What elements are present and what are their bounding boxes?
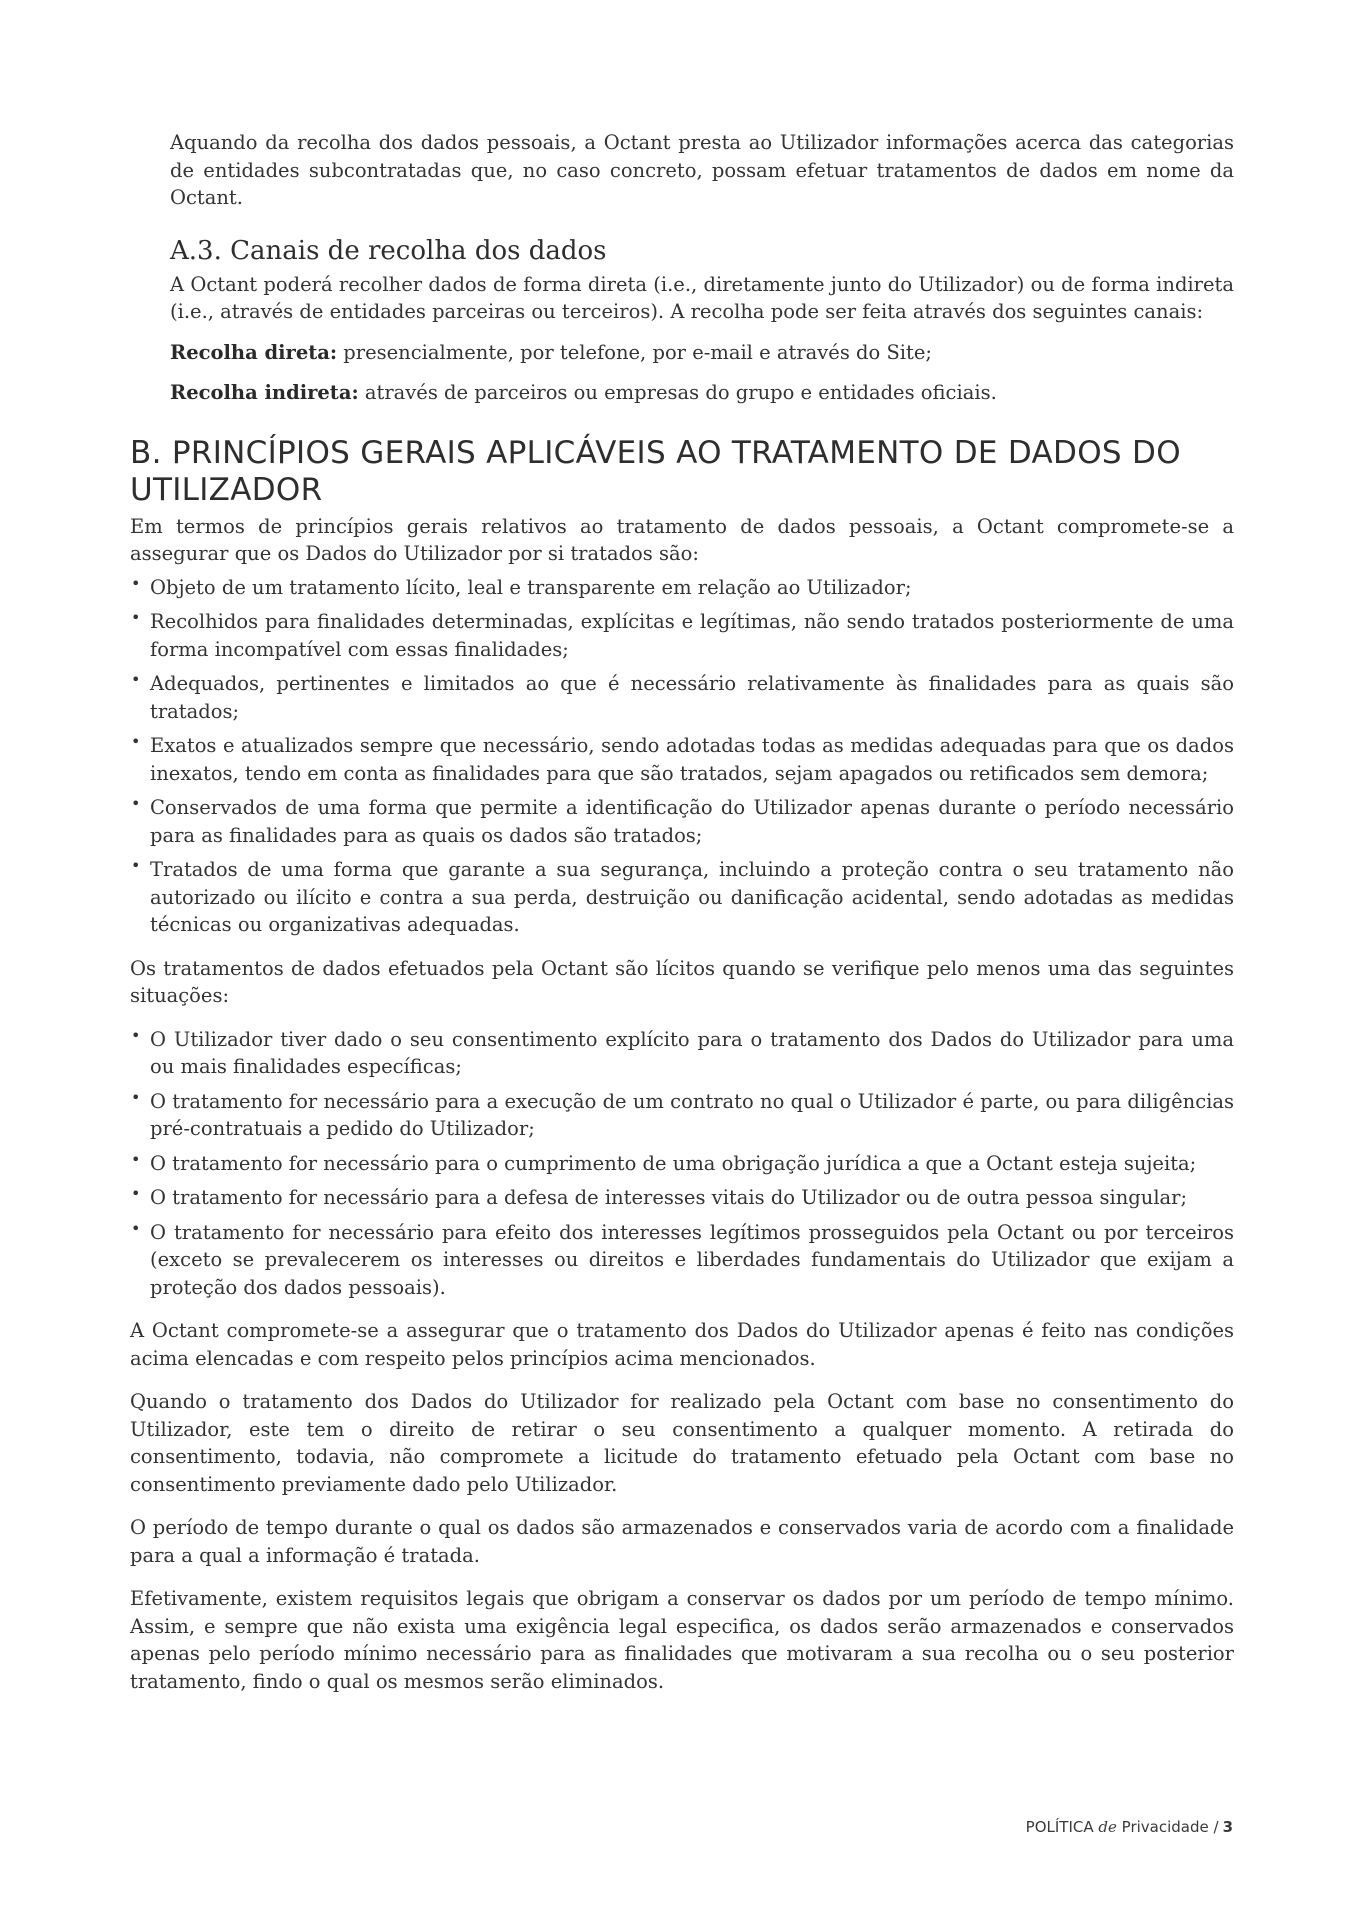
list-item	[130, 1219, 1234, 1302]
list-item	[130, 608, 1234, 663]
section-b-heading: B. PRINCÍPIOS GERAIS APLICÁVEIS AO TRATAMENTO DE DADOS DO UTILIZADOR	[130, 434, 1181, 508]
indirect-collection-label: Recolha indireta:	[170, 381, 359, 404]
bullet-icon: •	[131, 856, 141, 875]
direct-collection-text: presencialmente, por telefone, por e-mail e através do Site;	[337, 340, 932, 364]
commitment-paragraph: A Octant compromete-se a assegurar que o tratamento dos Dados do Utilizador apenas é feito nas condições acima elencadas e com respeito pelos princípios acima mencionados.	[130, 1319, 1234, 1370]
list-item-text: Conservados de uma forma que permite a identificação do Utilizador apenas durante o período necessário para as finalidades para as quais os dados são tratados;	[150, 796, 1234, 847]
lawful-intro: Os tratamentos de dados efetuados pela Octant são lícitos quando se verifique pelo menos uma das seguintes situações:	[130, 956, 1234, 1007]
indirect-collection-line	[170, 379, 1234, 407]
retention-paragraph: O período de tempo durante o qual os dados são armazenados e conservados varia de acordo com a finalidade para a qual a informação é tratada.	[130, 1516, 1234, 1567]
bullet-icon: •	[131, 1087, 141, 1107]
footer-separator: /	[1213, 1818, 1219, 1836]
list-item	[130, 670, 1234, 725]
bullet-icon: •	[131, 1025, 141, 1045]
bullet-icon: •	[131, 1149, 141, 1169]
bullet-icon: •	[131, 670, 141, 689]
intro-paragraph: Aquando da recolha dos dados pessoais, a Octant presta ao Utilizador informações acerca das categorias de entidades subcontratadas que, no caso concreto, possam efetuar tratamentos de dados em nome da Octant.	[170, 131, 1234, 209]
bullet-icon: •	[131, 573, 141, 593]
section-b-intro: Em termos de princípios gerais relativos ao tratamento de dados pessoais, a Octant compromete-se a assegurar que os Dados do Utilizador por si tratados são:	[130, 514, 1234, 565]
list-item	[130, 1184, 1234, 1212]
list-item	[130, 1150, 1234, 1178]
section-a3-heading: A.3. Canais de recolha dos dados	[170, 235, 607, 266]
indirect-collection-text: através de parceiros ou empresas do grupo e entidades oficiais.	[358, 381, 997, 404]
list-item	[130, 732, 1234, 787]
list-item	[130, 1026, 1234, 1081]
page-footer	[1026, 1818, 1233, 1836]
list-item	[130, 794, 1234, 849]
legal-requirements-paragraph: Efetivamente, existem requisitos legais que obrigam a conservar os dados por um período de tempo mínimo. Assim, e sempre que não exista uma exigência legal especifica, os dados serão armazenados e conservados apenas pelo período mínimo necessário para as finalidades que motivaram a sua recolha ou o seu posterior tratamento, findo o qual os mesmos serão eliminados.	[130, 1587, 1234, 1693]
footer-title-suffix: Privacidade	[1116, 1818, 1214, 1836]
list-item-text: O tratamento for necessário para efeito dos interesses legítimos prosseguidos pela Octant ou por terceiros (exceto se prevalecerem os interesses ou direitos e liberdades fundamentais do Utilizador que exijam a proteção dos dados pessoais).	[150, 1220, 1234, 1299]
bullet-icon: •	[131, 608, 141, 627]
page-number: 3	[1222, 1818, 1233, 1836]
page-content	[130, 129, 1234, 1695]
list-item-text: O tratamento for necessário para o cumprimento de uma obrigação jurídica a que a Octant esteja sujeita;	[150, 1151, 1197, 1175]
list-item	[130, 574, 1234, 602]
list-item	[130, 856, 1234, 939]
principles-list	[130, 574, 1234, 939]
direct-collection-line	[170, 339, 1234, 367]
bullet-icon: •	[131, 1184, 141, 1203]
section-a3-paragraph: A Octant poderá recolher dados de forma direta (i.e., diretamente junto do Utilizador) ou de forma indireta (i.e., através de entidades parceiras ou terceiros). A recolha pode ser feita através dos seguintes canais:	[170, 272, 1234, 323]
direct-collection-label: Recolha direta:	[170, 340, 338, 364]
consent-paragraph: Quando o tratamento dos Dados do Utilizador for realizado pela Octant com base no consentimento do Utilizador, este tem o direito de retirar o seu consentimento a qualquer momento. A retirada do consentimento, todavia, não compromete a licitude do tratamento efetuado pela Octant com base no consentimento previamente dado pelo Utilizador.	[130, 1390, 1234, 1496]
list-item-text: Recolhidos para finalidades determinadas, explícitas e legítimas, não sendo tratados posteriormente de uma forma incompatível com essas finalidades;	[150, 610, 1234, 661]
footer-title-prefix: POLÍTICA	[1025, 1818, 1099, 1836]
bullet-icon: •	[131, 794, 141, 813]
bullet-icon: •	[131, 1218, 141, 1238]
list-item-text: O Utilizador tiver dado o seu consentimento explícito para o tratamento dos Dados do Utilizador para uma ou mais finalidades específicas;	[150, 1027, 1234, 1078]
bullet-icon: •	[131, 732, 141, 751]
list-item-text: O tratamento for necessário para a execução de um contrato no qual o Utilizador é parte, ou para diligências pré-contratuais a pedido do Utilizador;	[150, 1089, 1234, 1140]
lawful-conditions-list	[130, 1026, 1234, 1302]
footer-title-connector: de	[1098, 1818, 1117, 1836]
list-item	[130, 1088, 1234, 1143]
list-item-text: O tratamento for necessário para a defesa de interesses vitais do Utilizador ou de outra pessoa singular;	[150, 1186, 1188, 1209]
list-item-text: Tratados de uma forma que garante a sua segurança, incluindo a proteção contra o seu tratamento não autorizado ou ilícito e contra a sua perda, destruição ou danificação acidental, sendo adotadas as medidas técnicas ou organizativas adequadas.	[150, 858, 1234, 936]
list-item-text: Adequados, pertinentes e limitados ao que é necessário relativamente às finalidades para as quais são tratados;	[150, 672, 1234, 723]
list-item-text: Exatos e atualizados sempre que necessário, sendo adotadas todas as medidas adequadas para que os dados inexatos, tendo em conta as finalidades para que são tratados, sejam apagados ou retificados sem demora;	[150, 734, 1234, 785]
list-item-text: Objeto de um tratamento lícito, leal e transparente em relação ao Utilizador;	[150, 575, 912, 599]
